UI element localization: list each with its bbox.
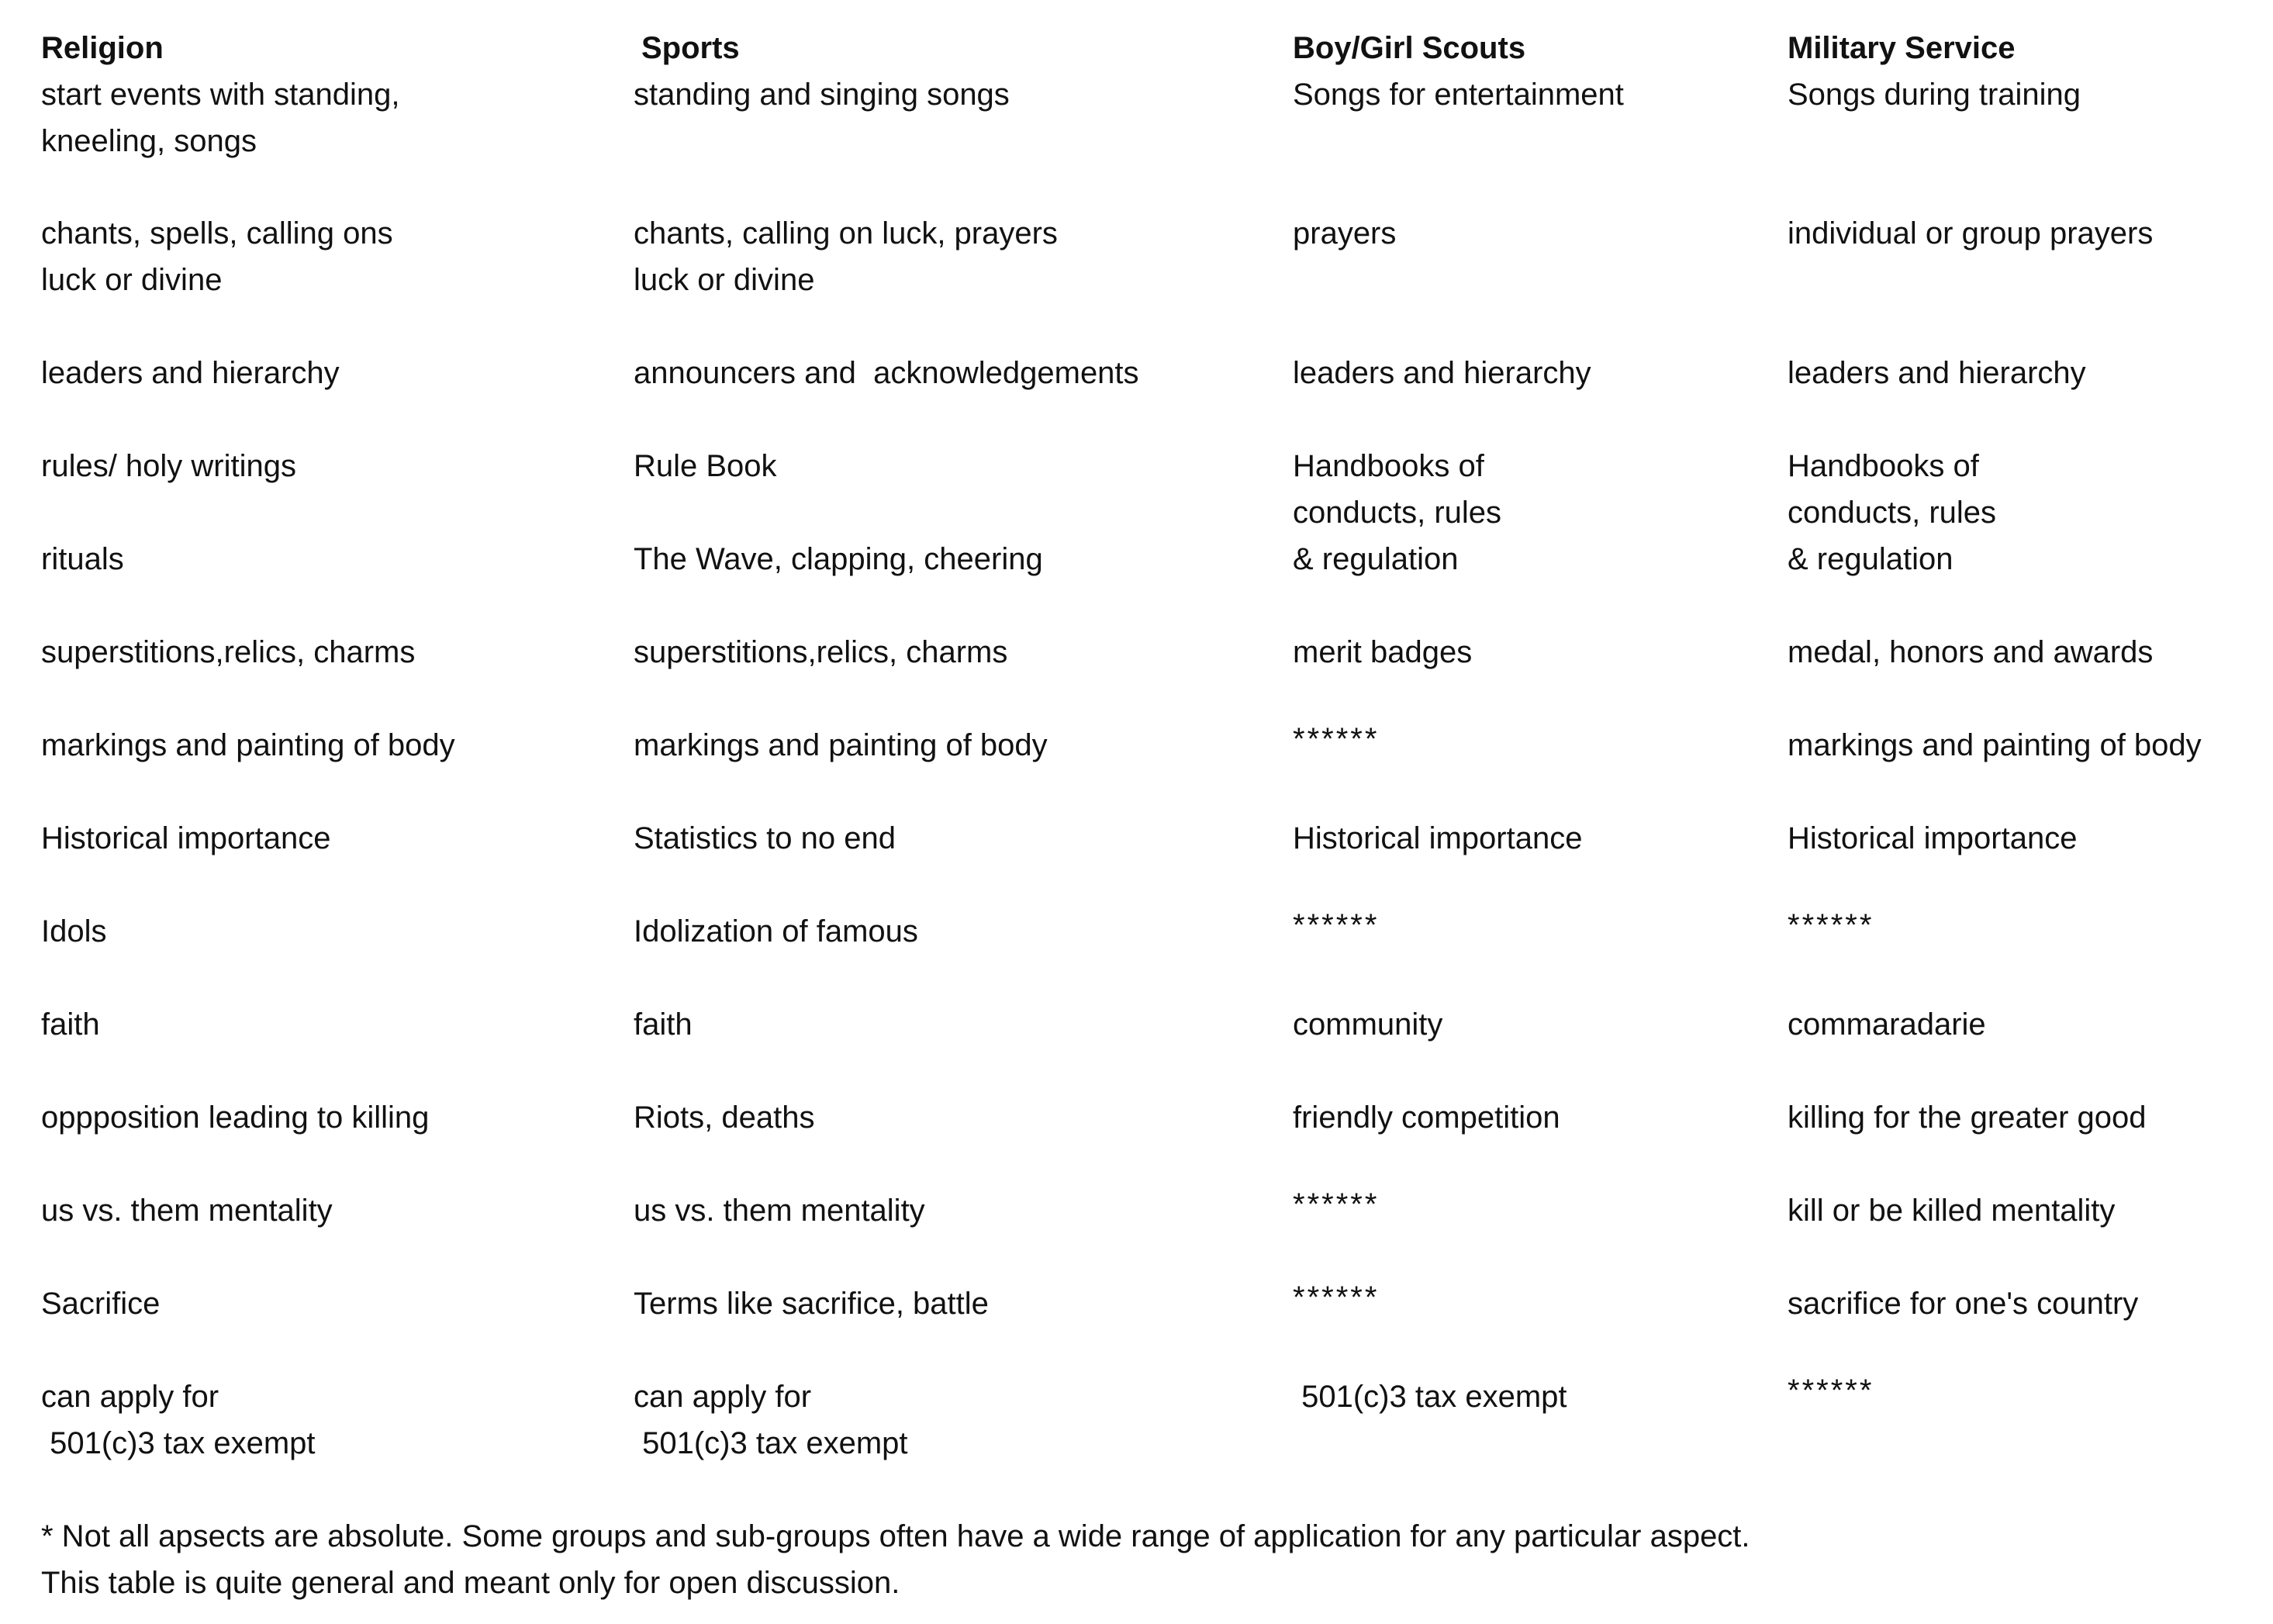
military-stars-2: ****** <box>1788 1373 1874 1408</box>
sports-cell-13: Terms like sacrifice, battle <box>634 1287 989 1321</box>
scouts-cell-11 <box>1293 1187 1379 1234</box>
military-stars-1: ****** <box>1788 908 1874 942</box>
sports-cell-3: announcers and acknowledgements <box>634 356 1139 390</box>
religion-cell-12: us vs. them mentality <box>41 1194 333 1228</box>
religion-cell-14: can apply for 501(c)3 tax exempt <box>41 1380 316 1460</box>
military-cell-13 <box>1788 1373 1874 1420</box>
scouts-cell-1: Songs for entertainment <box>1293 78 1624 112</box>
military-cell-3: leaders and hierarchy <box>1788 356 2086 390</box>
header-military: Military Service <box>1788 31 2016 65</box>
scouts-cell-2: prayers <box>1293 216 1397 251</box>
religion-cell-1: start events with standing, kneeling, songs <box>41 78 400 158</box>
religion-cell-9: Idols <box>41 914 107 948</box>
religion-cell-8: Historical importance <box>41 821 331 855</box>
scouts-cell-6 <box>1293 722 1379 769</box>
military-cell-2: individual or group prayers <box>1788 216 2154 251</box>
military-cell-7: Historical importance <box>1788 821 2078 855</box>
religion-cell-2: chants, spells, calling ons luck or divine <box>41 216 393 297</box>
header-religion: Religion <box>41 31 164 65</box>
military-cell-11: kill or be killed mentality <box>1788 1194 2116 1228</box>
military-cell-9: commaradarie <box>1788 1007 1986 1042</box>
religion-cell-6: superstitions,relics, charms <box>41 635 416 669</box>
military-cell-10: killing for the greater good <box>1788 1101 2147 1135</box>
scouts-stars-4: ****** <box>1293 1280 1380 1315</box>
sports-cell-12: us vs. them mentality <box>634 1194 925 1228</box>
scouts-cell-4: Handbooks of conducts, rules & regulation <box>1293 449 1502 576</box>
sports-cell-11: Riots, deaths <box>634 1101 815 1135</box>
sports-cell-4: Rule Book <box>634 449 777 483</box>
sports-cell-8: Statistics to no end <box>634 821 896 855</box>
scouts-cell-13: 501(c)3 tax exempt <box>1293 1380 1567 1414</box>
scouts-cell-10: friendly competition <box>1293 1101 1560 1135</box>
sports-cell-1: standing and singing songs <box>634 78 1010 112</box>
military-cell-12: sacrifice for one's country <box>1788 1287 2139 1321</box>
religion-cell-5: rituals <box>41 542 124 576</box>
religion-cell-10: faith <box>41 1007 100 1042</box>
sports-cell-7: markings and painting of body <box>634 728 1048 762</box>
sports-cell-9: Idolization of famous <box>634 914 918 948</box>
scouts-stars-3: ****** <box>1293 1187 1380 1221</box>
military-cell-8 <box>1788 908 1874 955</box>
military-cell-4: Handbooks of conducts, rules & regulation <box>1788 449 1997 576</box>
religion-cell-4: rules/ holy writings <box>41 449 297 483</box>
scouts-cell-12 <box>1293 1280 1379 1327</box>
header-sports: Sports <box>641 31 740 65</box>
scouts-stars-2: ****** <box>1293 908 1380 942</box>
scouts-cell-8 <box>1293 908 1379 955</box>
scouts-stars-1: ****** <box>1293 722 1380 756</box>
scouts-cell-7: Historical importance <box>1293 821 1583 855</box>
military-cell-5: medal, honors and awards <box>1788 635 2154 669</box>
sports-cell-2: chants, calling on luck, prayers luck or divine <box>634 216 1058 297</box>
religion-cell-13: Sacrifice <box>41 1287 161 1321</box>
scouts-cell-5: merit badges <box>1293 635 1473 669</box>
military-cell-1: Songs during training <box>1788 78 2081 112</box>
scouts-cell-9: community <box>1293 1007 1443 1042</box>
religion-cell-3: leaders and hierarchy <box>41 356 340 390</box>
military-cell-6: markings and painting of body <box>1788 728 2202 762</box>
sports-cell-10: faith <box>634 1007 693 1042</box>
religion-cell-7: markings and painting of body <box>41 728 455 762</box>
sports-cell-14: can apply for 501(c)3 tax exempt <box>634 1380 908 1460</box>
sports-cell-6: superstitions,relics, charms <box>634 635 1008 669</box>
scouts-cell-3: leaders and hierarchy <box>1293 356 1591 390</box>
sports-cell-5: The Wave, clapping, cheering <box>634 542 1043 576</box>
religion-cell-11: oppposition leading to killing <box>41 1101 430 1135</box>
header-scouts: Boy/Girl Scouts <box>1293 31 1526 65</box>
footnote: * Not all apsects are absolute. Some groups and sub-groups often have a wide range of application for any particular aspect. This table is quite general and meant only for open discussion. <box>41 1519 1750 1600</box>
